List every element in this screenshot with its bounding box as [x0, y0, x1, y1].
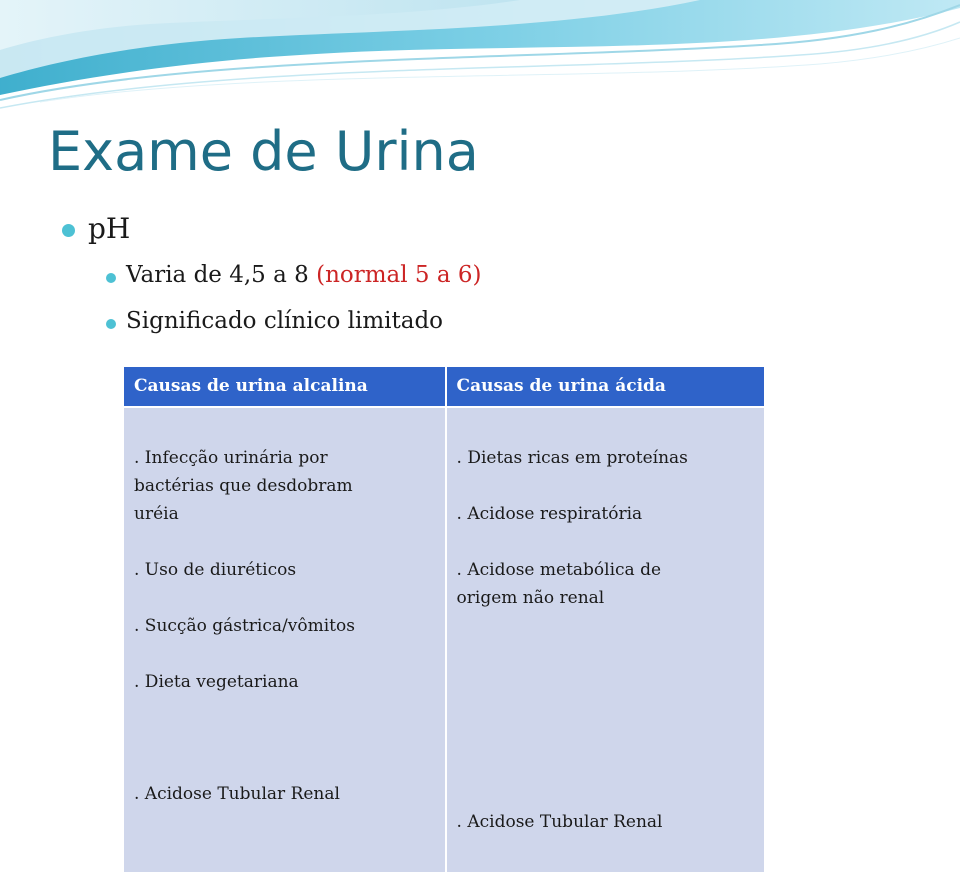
bullet-ph-text: pH [88, 212, 131, 245]
urine-causes-table [124, 367, 764, 872]
range-normal-text: (normal 5 a 6) [316, 262, 482, 288]
list-item: . Acidose respiratória [456, 504, 643, 524]
list-item: . Acidose Tubular Renal [134, 784, 340, 804]
list-item: . Dieta vegetariana [134, 672, 299, 692]
list-item: . Acidose metabólica de origem não renal [456, 560, 662, 608]
header-alkaline: Causas de urina alcalina [124, 367, 446, 407]
sub-bullet-range-text [126, 262, 482, 288]
header-acid: Causas de urina ácida [446, 367, 764, 407]
bullet-dot-icon [106, 273, 116, 283]
bullet-ph [62, 212, 130, 245]
bullet-dot-icon [62, 224, 75, 237]
header-wave-decoration [0, 0, 960, 130]
sub-bullet-significance-text: Significado clínico limitado [126, 308, 444, 334]
list-item: . Dietas ricas em proteínas [456, 448, 688, 468]
list-item [457, 752, 754, 780]
table-header-row [124, 367, 764, 407]
cell-alkaline-causes [124, 407, 446, 872]
list-item [457, 640, 754, 668]
sub-bullet-range [106, 262, 482, 288]
table-row [124, 407, 764, 872]
slide-title: Exame de Urina [48, 120, 479, 183]
list-item: . Uso de diuréticos [134, 560, 297, 580]
cell-acid-causes [446, 407, 764, 872]
sub-bullet-significance [106, 308, 443, 334]
list-item: . Sucção gástrica/vômitos [134, 616, 355, 636]
range-text: Varia de 4,5 a 8 [126, 262, 317, 288]
list-item: . Infecção urinária por bactérias que desdobram uréia [134, 448, 353, 524]
list-item: . Acidose Tubular Renal [456, 812, 663, 832]
bullet-dot-icon [106, 319, 116, 329]
list-item [134, 724, 435, 752]
